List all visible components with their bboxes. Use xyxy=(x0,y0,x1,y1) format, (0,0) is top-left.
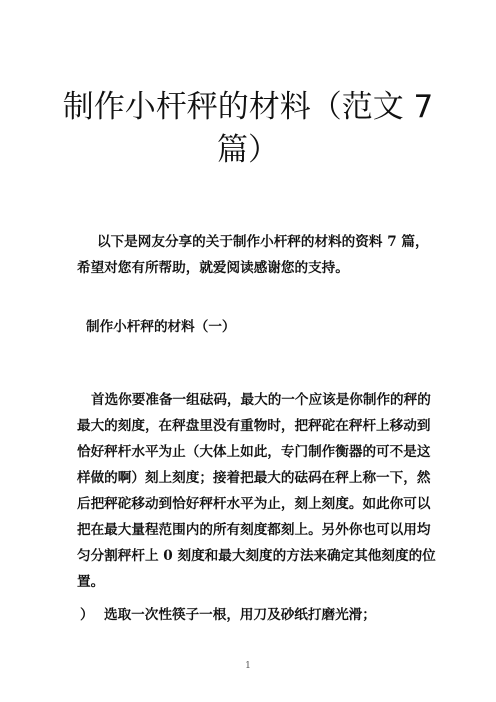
body-line-3: 恰好秤杆水平为止（大体上如此，专门制作衡器的可不是这 xyxy=(77,444,431,460)
document-title xyxy=(60,86,436,172)
page-number: 1 xyxy=(245,661,251,671)
body-line-1: 首选你要准备一组砝码，最大的一个应该是你制作的秤的 xyxy=(91,392,431,408)
intro-paragraph xyxy=(77,229,429,281)
body-line-8: 置。 xyxy=(77,574,105,590)
body-line-2: 最大的刻度，在秤盘里没有重物时，把秤砣在秤杆上移动到 xyxy=(77,418,431,434)
body-line-7: 匀分割秤杆上 0 刻度和最大刻度的方法来确定其他刻度的位 xyxy=(77,548,436,564)
step-item xyxy=(80,602,376,628)
step-text: 选取一次性筷子一根，用刀及砂纸打磨光滑； xyxy=(104,607,376,623)
step-marker: ） xyxy=(80,607,94,623)
title-line-1: 制作小杆秤的材料（范文 7 xyxy=(62,89,434,125)
body-line-5: 后把秤砣移动到恰好秤杆水平为止，刻上刻度。如此你可以 xyxy=(77,496,431,512)
body-line-6: 把在最大量程范围内的所有刻度都刻上。另外你也可以用均 xyxy=(77,522,431,538)
body-paragraph xyxy=(77,387,436,595)
title-line-2: 篇） xyxy=(217,132,279,168)
intro-line-2: 希望对您有所帮助，就爱阅读感谢您的支持。 xyxy=(77,260,349,276)
body-line-4: 样做的啊）刻上刻度；接着把最大的砝码在秤上称一下，然 xyxy=(77,470,431,486)
section-heading: 制作小杆秤的材料（一） xyxy=(86,319,236,335)
intro-line-1: 以下是网友分享的关于制作小杆秤的材料的资料 7 篇， xyxy=(97,234,429,250)
